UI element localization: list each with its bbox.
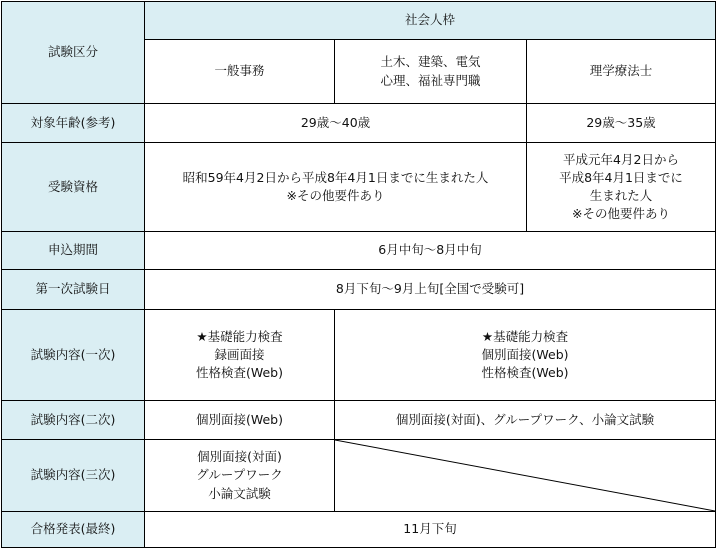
diagonal-line [335,440,715,511]
row-label-application: 申込期間 [2,232,145,270]
qualification-general-cell [145,143,527,232]
row-label-exam-first: 試験内容(一次) [2,310,145,401]
row-age [2,104,716,143]
application-period-cell: 6月中旬～8月中旬 [145,232,716,270]
row-label-exam-third: 試験内容(三次) [2,440,145,512]
row-first-exam-date [2,270,716,310]
exam-first-clerical-cell [145,310,335,401]
exam-third-not-applicable-cell [335,440,716,512]
exam-first-clerical-line: ★基礎能力検査 [196,328,283,344]
row-exam-second [2,401,716,440]
exam-first-others-line: 性格検査(Web) [481,365,569,381]
category-technical-text: 土木、建築、電気 心理、福祉専門職 [380,54,481,88]
row-application [2,232,716,270]
exam-first-others-cell [335,310,716,401]
diagonal-strike [335,440,715,511]
row-label-result: 合格発表(最終) [2,512,145,548]
row-label-exam-second: 試験内容(二次) [2,401,145,440]
category-clerical [145,40,335,104]
age-general-cell: 29歳～40歳 [145,104,527,143]
row-exam-first [2,310,716,401]
header-row-group [2,2,716,40]
row-result [2,512,716,548]
qualification-pt-cell [527,143,716,232]
first-exam-date-cell: 8月下旬～9月上旬[全国で受験可] [145,270,716,310]
exam-first-others-line: ★基礎能力検査 [481,328,569,344]
exam-second-clerical-cell: 個別面接(Web) [145,401,335,440]
exam-schedule-table [1,1,716,548]
qualification-pt-line: 平成8年4月1日までに [559,169,683,185]
exam-first-others-line: 個別面接(Web) [481,346,569,362]
qualification-pt-line: ※その他要件あり [572,206,670,222]
exam-third-clerical-line: グループワーク [196,467,283,483]
exam-first-clerical-line: 性格検査(Web) [195,365,283,381]
qualification-general-line: 昭和59年4月2日から平成8年4月1日までに生まれた人 [182,169,489,185]
category-clerical-text: 一般事務 [214,63,265,79]
exam-third-clerical-line: 小論文試験 [208,485,271,501]
category-technical [335,40,527,104]
qualification-pt-line: 平成元年4月2日から [563,151,679,167]
row-qualification [2,143,716,232]
exam-third-clerical-line: 個別面接(対面) [197,449,282,465]
qualification-pt-line: 生まれた人 [589,188,653,203]
header-group-cell: 社会人枠 [145,2,716,40]
age-pt-cell: 29歳～35歳 [527,104,716,143]
row-exam-third [2,440,716,512]
header-label-cell: 試験区分 [2,2,145,104]
row-label-first-exam-date: 第一次試験日 [2,270,145,310]
exam-first-clerical-line: 録画面接 [214,346,265,362]
category-pt-text: 理学療法士 [589,63,653,79]
category-physical-therapist [527,40,716,104]
row-label-age: 対象年齢(参考) [2,104,145,143]
result-cell: 11月下旬 [145,512,716,548]
exam-third-clerical-cell [145,440,335,512]
row-label-qualification: 受験資格 [2,143,145,232]
qualification-general-line: ※その他要件あり [286,188,385,203]
exam-second-others-cell: 個別面接(対面)、グループワーク、小論文試験 [335,401,716,440]
